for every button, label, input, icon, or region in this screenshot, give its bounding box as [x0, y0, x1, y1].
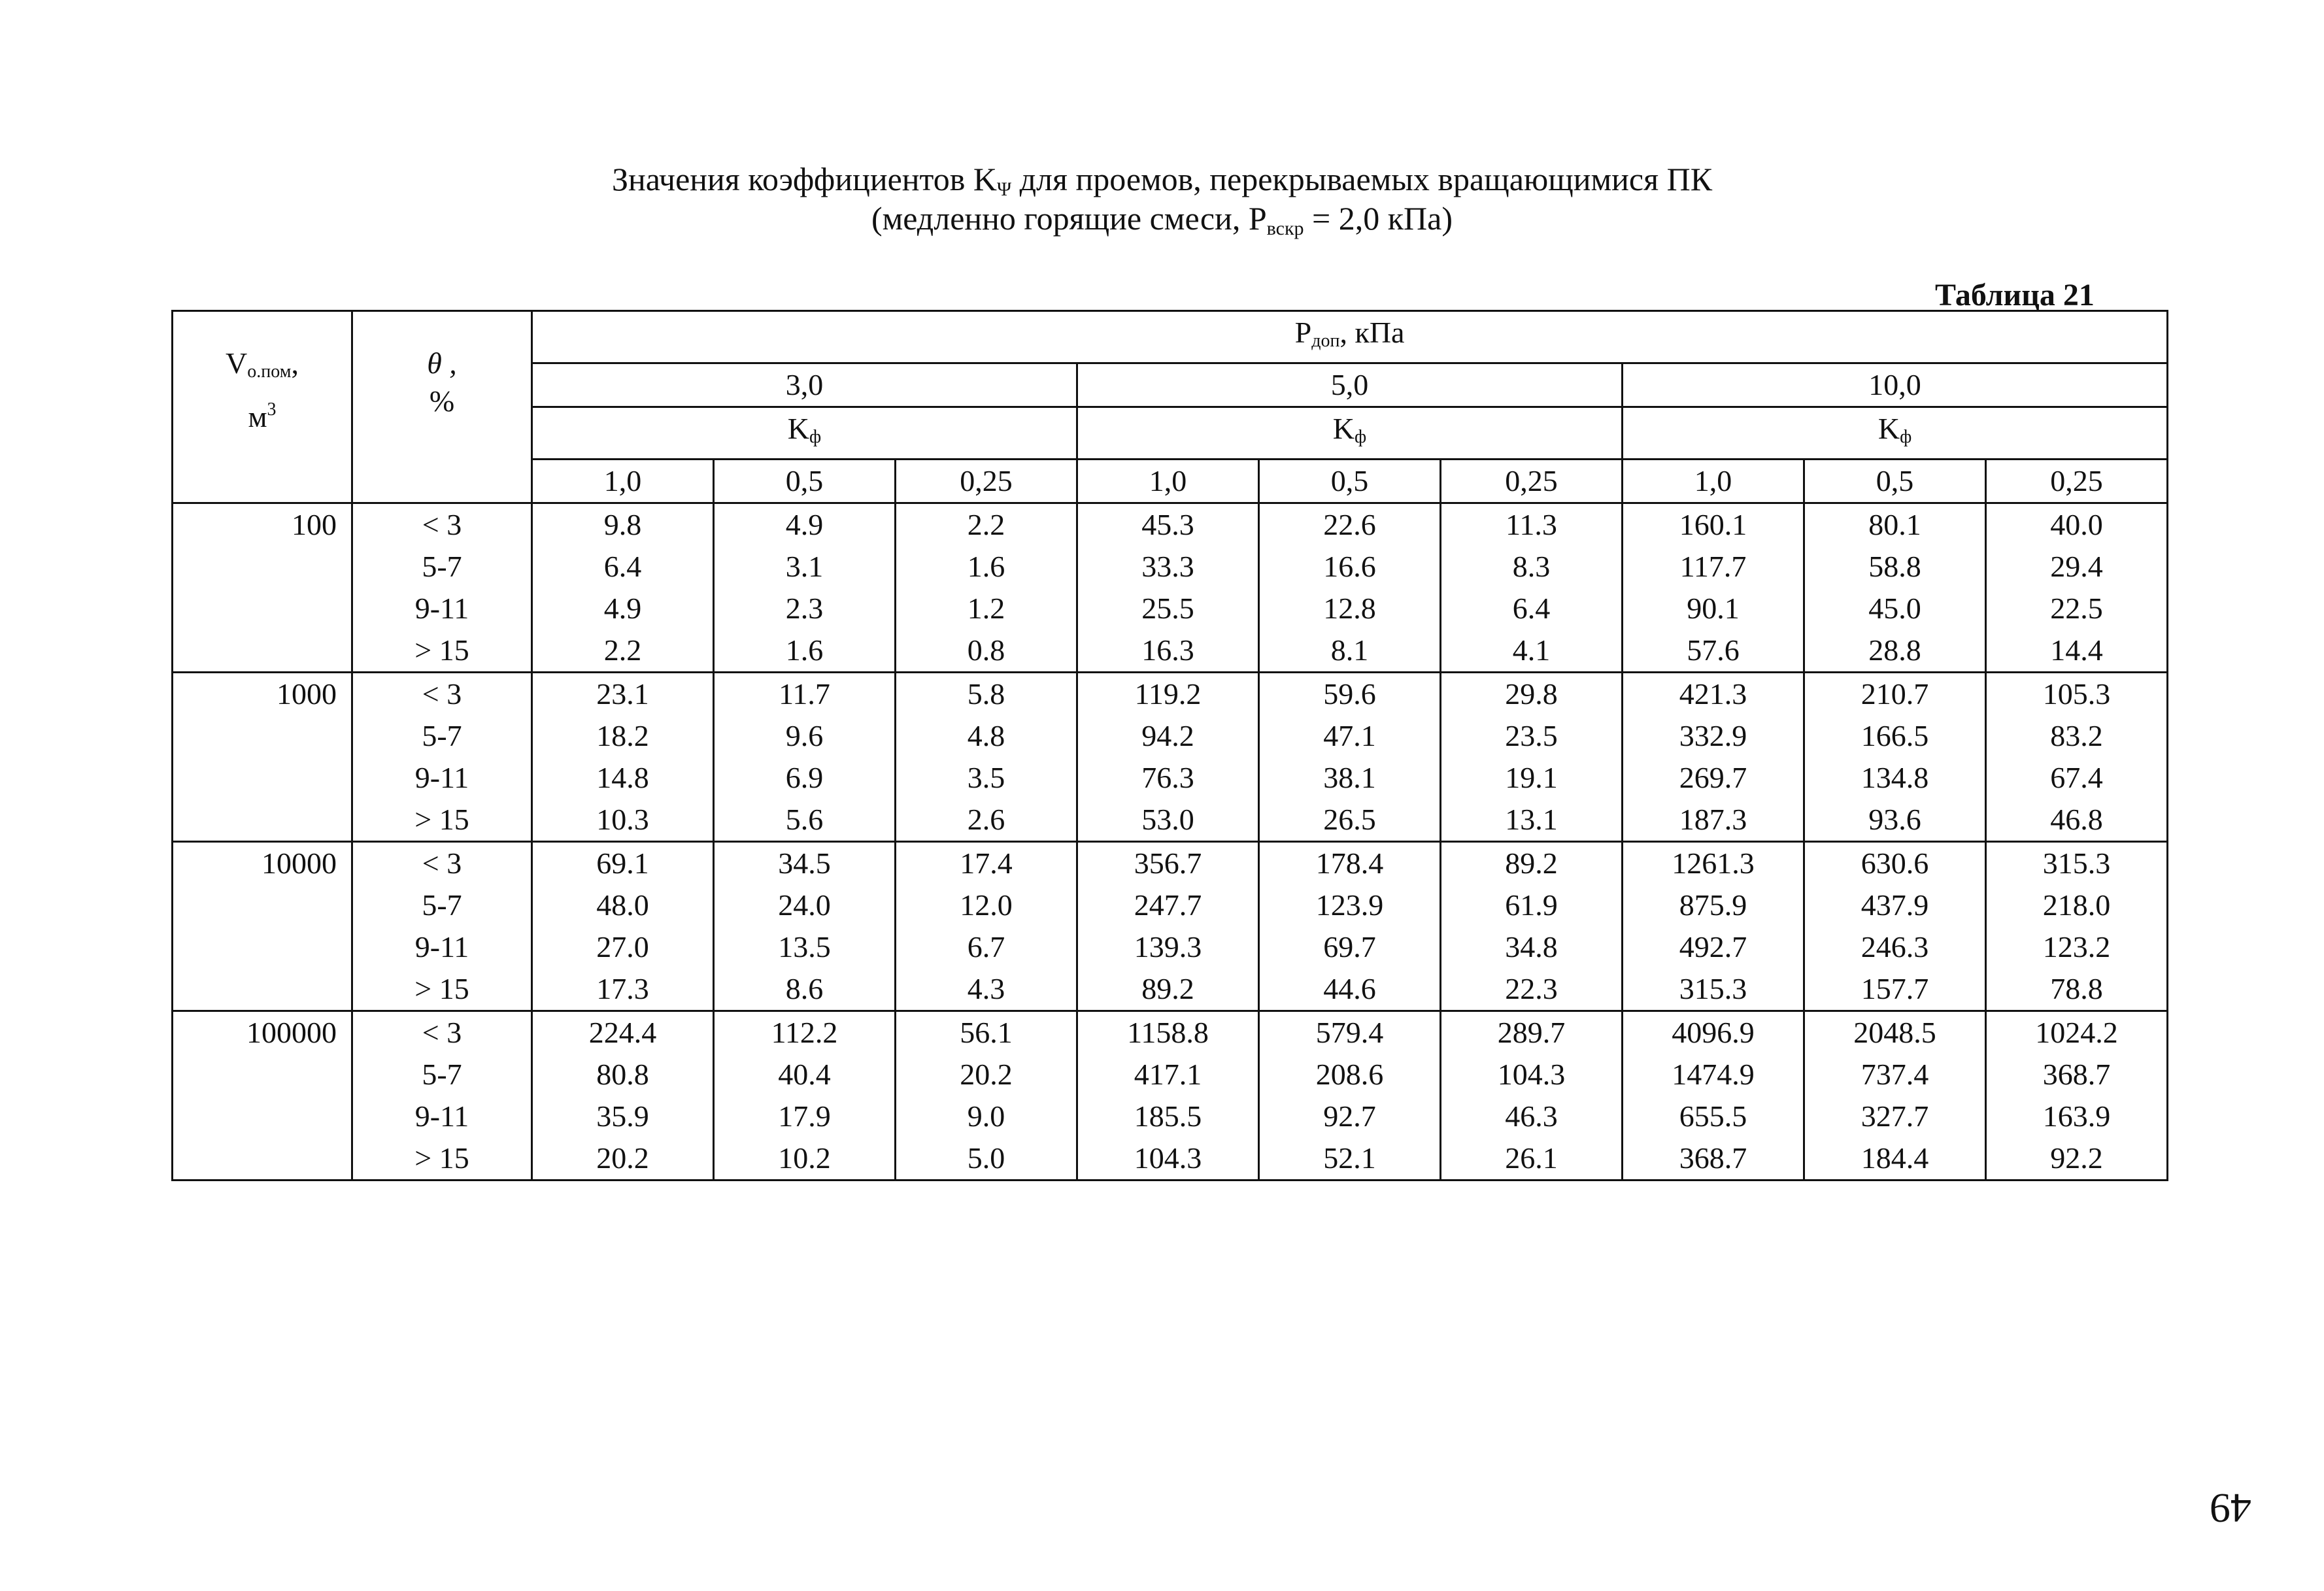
value-cell: 80.8 [532, 1054, 714, 1096]
value-cell: 59.6 [1259, 673, 1441, 716]
table-row [173, 842, 2168, 885]
value-cell: 10.2 [714, 1137, 896, 1181]
theta-cell: > 15 [352, 799, 532, 842]
value-cell: 58.8 [1804, 546, 1986, 588]
value-cell: 437.9 [1804, 884, 1986, 926]
value-cell: 630.6 [1804, 842, 1986, 885]
pressure-value: 5,0 [1077, 363, 1623, 407]
value-cell: 368.7 [1623, 1137, 1804, 1181]
value-cell: 57.6 [1623, 629, 1804, 673]
table-row [173, 884, 2168, 926]
table-row [173, 926, 2168, 968]
value-cell: 184.4 [1804, 1137, 1986, 1181]
value-cell: 875.9 [1623, 884, 1804, 926]
pressure-value: 10,0 [1623, 363, 2168, 407]
coefficients-table [171, 310, 2168, 1181]
value-cell: 26.1 [1441, 1137, 1623, 1181]
value-cell: 332.9 [1623, 715, 1804, 757]
value-cell: 17.3 [532, 968, 714, 1011]
theta-cell: < 3 [352, 842, 532, 885]
table-row [173, 1054, 2168, 1096]
value-cell: 27.0 [532, 926, 714, 968]
table-row [173, 799, 2168, 842]
kf-value: 0,5 [1804, 460, 1986, 503]
theta-header: θ , % [352, 311, 532, 503]
value-cell: 76.3 [1077, 757, 1259, 799]
kf-value: 0,5 [1259, 460, 1441, 503]
value-cell: 56.1 [896, 1011, 1077, 1054]
theta-cell: 9-11 [352, 757, 532, 799]
kf-value: 1,0 [1623, 460, 1804, 503]
value-cell: 105.3 [1986, 673, 2168, 716]
theta-cell: < 3 [352, 503, 532, 546]
value-cell: 80.1 [1804, 503, 1986, 546]
value-cell: 368.7 [1986, 1054, 2168, 1096]
value-cell: 187.3 [1623, 799, 1804, 842]
value-cell: 579.4 [1259, 1011, 1441, 1054]
value-cell: 24.0 [714, 884, 896, 926]
value-cell: 6.7 [896, 926, 1077, 968]
value-cell: 38.1 [1259, 757, 1441, 799]
kf-value: 0,5 [714, 460, 896, 503]
value-cell: 83.2 [1986, 715, 2168, 757]
theta-cell: 5-7 [352, 1054, 532, 1096]
value-cell: 4.3 [896, 968, 1077, 1011]
kf-header: Kф [1623, 407, 2168, 460]
value-cell: 45.3 [1077, 503, 1259, 546]
value-cell: 6.4 [532, 546, 714, 588]
theta-cell: 9-11 [352, 588, 532, 629]
value-cell: 61.9 [1441, 884, 1623, 926]
value-cell: 13.5 [714, 926, 896, 968]
value-cell: 26.5 [1259, 799, 1441, 842]
value-cell: 11.7 [714, 673, 896, 716]
value-cell: 34.8 [1441, 926, 1623, 968]
value-cell: 11.3 [1441, 503, 1623, 546]
theta-cell: 9-11 [352, 1096, 532, 1137]
value-cell: 8.1 [1259, 629, 1441, 673]
value-cell: 23.1 [532, 673, 714, 716]
volume-cell: 100000 [173, 1011, 352, 1181]
value-cell: 1261.3 [1623, 842, 1804, 885]
value-cell: 47.1 [1259, 715, 1441, 757]
value-cell: 69.7 [1259, 926, 1441, 968]
kf-value: 1,0 [532, 460, 714, 503]
value-cell: 356.7 [1077, 842, 1259, 885]
value-cell: 218.0 [1986, 884, 2168, 926]
volume-group [173, 503, 2168, 673]
volume-group [173, 673, 2168, 842]
theta-cell: > 15 [352, 1137, 532, 1181]
value-cell: 9.0 [896, 1096, 1077, 1137]
value-cell: 4.9 [714, 503, 896, 546]
value-cell: 69.1 [532, 842, 714, 885]
value-cell: 117.7 [1623, 546, 1804, 588]
kf-value: 0,25 [1441, 460, 1623, 503]
value-cell: 16.6 [1259, 546, 1441, 588]
value-cell: 104.3 [1077, 1137, 1259, 1181]
value-cell: 185.5 [1077, 1096, 1259, 1137]
value-cell: 20.2 [896, 1054, 1077, 1096]
value-cell: 14.8 [532, 757, 714, 799]
value-cell: 8.3 [1441, 546, 1623, 588]
value-cell: 4.8 [896, 715, 1077, 757]
kf-header: Kф [1077, 407, 1623, 460]
value-cell: 166.5 [1804, 715, 1986, 757]
value-cell: 289.7 [1441, 1011, 1623, 1054]
table-row [173, 546, 2168, 588]
value-cell: 46.3 [1441, 1096, 1623, 1137]
value-cell: 9.8 [532, 503, 714, 546]
value-cell: 33.3 [1077, 546, 1259, 588]
value-cell: 1158.8 [1077, 1011, 1259, 1054]
table-row [173, 673, 2168, 716]
value-cell: 89.2 [1441, 842, 1623, 885]
kf-value: 1,0 [1077, 460, 1259, 503]
value-cell: 9.6 [714, 715, 896, 757]
value-cell: 208.6 [1259, 1054, 1441, 1096]
table-row [173, 715, 2168, 757]
volume-cell: 1000 [173, 673, 352, 842]
value-cell: 4.1 [1441, 629, 1623, 673]
value-cell: 134.8 [1804, 757, 1986, 799]
value-cell: 123.9 [1259, 884, 1441, 926]
pressure-value: 3,0 [532, 363, 1077, 407]
value-cell: 52.1 [1259, 1137, 1441, 1181]
value-cell: 269.7 [1623, 757, 1804, 799]
value-cell: 35.9 [532, 1096, 714, 1137]
value-cell: 123.2 [1986, 926, 2168, 968]
theta-cell: 5-7 [352, 546, 532, 588]
theta-cell: < 3 [352, 673, 532, 716]
kf-header: Kф [532, 407, 1077, 460]
value-cell: 17.4 [896, 842, 1077, 885]
value-cell: 6.9 [714, 757, 896, 799]
value-cell: 92.7 [1259, 1096, 1441, 1137]
value-cell: 160.1 [1623, 503, 1804, 546]
value-cell: 78.8 [1986, 968, 2168, 1011]
theta-cell: 9-11 [352, 926, 532, 968]
value-cell: 655.5 [1623, 1096, 1804, 1137]
value-cell: 48.0 [532, 884, 714, 926]
table-row [173, 1011, 2168, 1054]
value-cell: 2.2 [532, 629, 714, 673]
page-number: 49 [2210, 1485, 2251, 1532]
page-subtitle: (медленно горящие смеси, $P_{вскр} = 2,0$ кПа) [871, 200, 1453, 239]
table-row [173, 629, 2168, 673]
value-cell: 40.0 [1986, 503, 2168, 546]
value-cell: 1.6 [714, 629, 896, 673]
theta-cell: < 3 [352, 1011, 532, 1054]
value-cell: 1.2 [896, 588, 1077, 629]
value-cell: 2.6 [896, 799, 1077, 842]
value-cell: 13.1 [1441, 799, 1623, 842]
volume-group [173, 1011, 2168, 1181]
theta-cell: 5-7 [352, 715, 532, 757]
value-cell: 417.1 [1077, 1054, 1259, 1096]
value-cell: 737.4 [1804, 1054, 1986, 1096]
value-cell: 2.3 [714, 588, 896, 629]
value-cell: 22.6 [1259, 503, 1441, 546]
table-row [173, 968, 2168, 1011]
value-cell: 1474.9 [1623, 1054, 1804, 1096]
value-cell: 94.2 [1077, 715, 1259, 757]
value-cell: 12.8 [1259, 588, 1441, 629]
value-cell: 28.8 [1804, 629, 1986, 673]
value-cell: 112.2 [714, 1011, 896, 1054]
value-cell: 3.5 [896, 757, 1077, 799]
value-cell: 421.3 [1623, 673, 1804, 716]
value-cell: 29.8 [1441, 673, 1623, 716]
value-cell: 40.4 [714, 1054, 896, 1096]
value-cell: 5.6 [714, 799, 896, 842]
value-cell: 5.8 [896, 673, 1077, 716]
value-cell: 119.2 [1077, 673, 1259, 716]
value-cell: 93.6 [1804, 799, 1986, 842]
value-cell: 89.2 [1077, 968, 1259, 1011]
theta-cell: > 15 [352, 968, 532, 1011]
value-cell: 492.7 [1623, 926, 1804, 968]
value-cell: 4.9 [532, 588, 714, 629]
value-cell: 5.0 [896, 1137, 1077, 1181]
value-cell: 104.3 [1441, 1054, 1623, 1096]
value-cell: 19.1 [1441, 757, 1623, 799]
volume-header: Vо.пом, $м^3$ [173, 311, 352, 503]
table-row [173, 1137, 2168, 1181]
value-cell: 1.6 [896, 546, 1077, 588]
value-cell: 6.4 [1441, 588, 1623, 629]
volume-cell: 10000 [173, 842, 352, 1011]
value-cell: 23.5 [1441, 715, 1623, 757]
value-cell: 315.3 [1986, 842, 2168, 885]
value-cell: 46.8 [1986, 799, 2168, 842]
theta-cell: > 15 [352, 629, 532, 673]
table-row [173, 757, 2168, 799]
value-cell: 315.3 [1623, 968, 1804, 1011]
theta-cell: 5-7 [352, 884, 532, 926]
volume-cell: 100 [173, 503, 352, 673]
value-cell: 12.0 [896, 884, 1077, 926]
volume-group [173, 842, 2168, 1011]
kf-value: 0,25 [896, 460, 1077, 503]
value-cell: 2048.5 [1804, 1011, 1986, 1054]
value-cell: 29.4 [1986, 546, 2168, 588]
value-cell: 20.2 [532, 1137, 714, 1181]
kf-value: 0,25 [1986, 460, 2168, 503]
pressure-header: Pдоп, кПа [532, 311, 2168, 363]
value-cell: 163.9 [1986, 1096, 2168, 1137]
table-label: Таблица 21 [1935, 278, 2095, 312]
value-cell: 92.2 [1986, 1137, 2168, 1181]
value-cell: 210.7 [1804, 673, 1986, 716]
value-cell: 22.3 [1441, 968, 1623, 1011]
value-cell: 0.8 [896, 629, 1077, 673]
value-cell: 45.0 [1804, 588, 1986, 629]
value-cell: 178.4 [1259, 842, 1441, 885]
value-cell: 247.7 [1077, 884, 1259, 926]
value-cell: 2.2 [896, 503, 1077, 546]
value-cell: 4096.9 [1623, 1011, 1804, 1054]
value-cell: 246.3 [1804, 926, 1986, 968]
value-cell: 157.7 [1804, 968, 1986, 1011]
value-cell: 17.9 [714, 1096, 896, 1137]
value-cell: 25.5 [1077, 588, 1259, 629]
value-cell: 139.3 [1077, 926, 1259, 968]
value-cell: 3.1 [714, 546, 896, 588]
value-cell: 22.5 [1986, 588, 2168, 629]
value-cell: 18.2 [532, 715, 714, 757]
value-cell: 16.3 [1077, 629, 1259, 673]
value-cell: 44.6 [1259, 968, 1441, 1011]
table-row [173, 588, 2168, 629]
value-cell: 14.4 [1986, 629, 2168, 673]
value-cell: 90.1 [1623, 588, 1804, 629]
value-cell: 8.6 [714, 968, 896, 1011]
value-cell: 327.7 [1804, 1096, 1986, 1137]
value-cell: 1024.2 [1986, 1011, 2168, 1054]
table-row [173, 503, 2168, 546]
value-cell: 10.3 [532, 799, 714, 842]
table-row [173, 1096, 2168, 1137]
value-cell: 224.4 [532, 1011, 714, 1054]
value-cell: 67.4 [1986, 757, 2168, 799]
page-title: Значения коэффициентов $K_\Psi$ для проемов, перекрываемых вращающимися ПК [611, 161, 1713, 200]
value-cell: 53.0 [1077, 799, 1259, 842]
value-cell: 34.5 [714, 842, 896, 885]
